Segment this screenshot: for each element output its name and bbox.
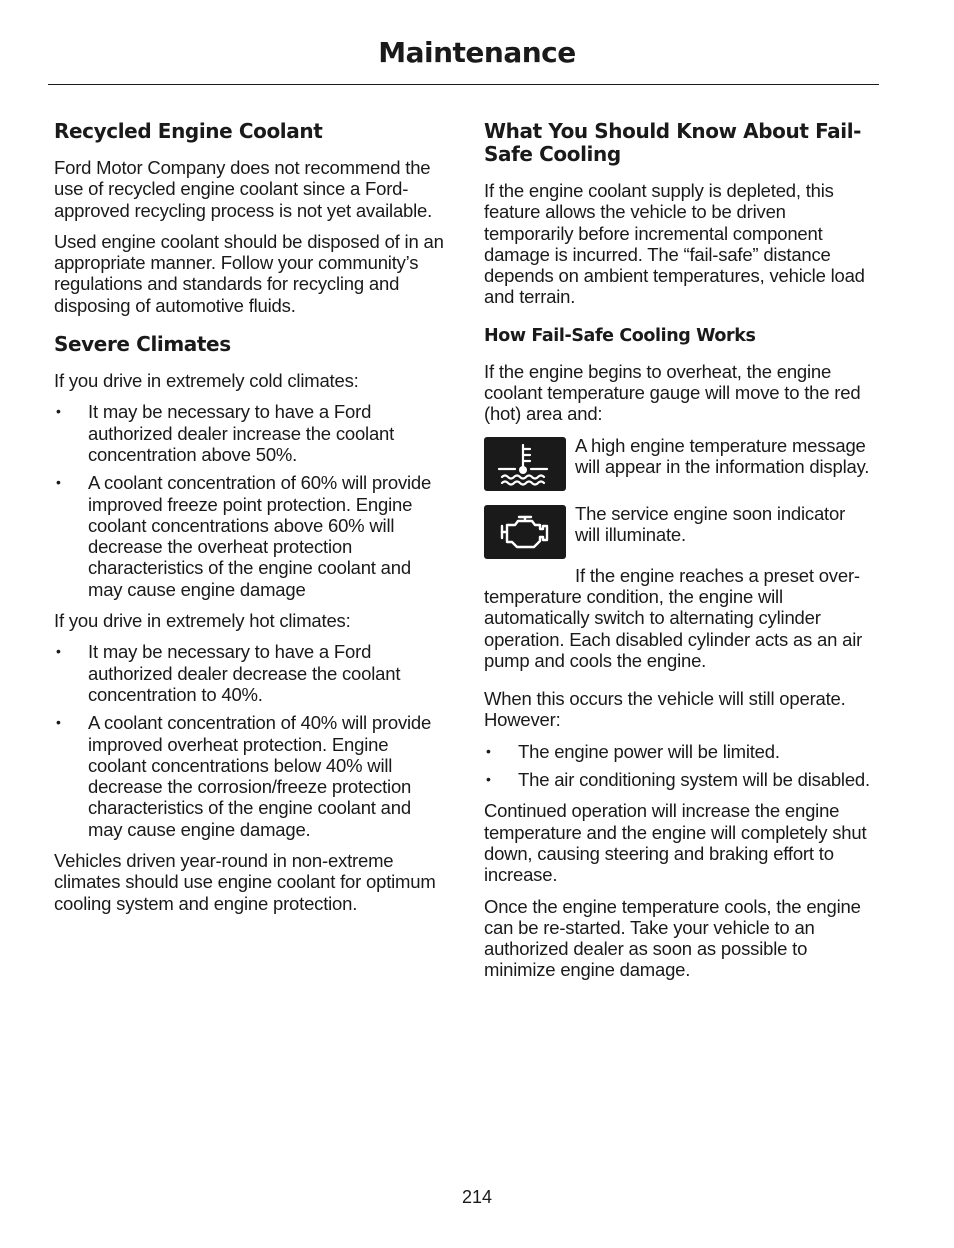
hot-climates-list (54, 641, 444, 840)
bullet-icon: • (56, 643, 61, 660)
temperature-warning-row (484, 435, 874, 495)
non-extreme-climates-paragraph: Vehicles driven year-round in non-extreme climates should use engine coolant for optimum cooling system and engine protection. (54, 850, 436, 914)
continued-operation-paragraph: Continued operation will increase the engine temperature and the engine will completely shut down, causing steering and braking effort to increase. (484, 800, 867, 886)
right-column (484, 120, 874, 991)
list-item: • It may be necessary to have a Ford authorized dealer increase the coolant concentration above 50%. (56, 401, 395, 465)
over-temperature-paragraph: If the engine reaches a preset over-temperature condition, the engine will automatically switch to alternating cylinder operation. Each disabled cylinder acts as an air pump and cools the engine. (484, 564, 863, 671)
bullet-icon: • (486, 771, 491, 788)
cold-climates-list (54, 401, 444, 600)
bullet-icon: • (56, 403, 61, 420)
list-item: • The engine power will be limited. (486, 740, 780, 762)
header-rule (48, 84, 879, 85)
temperature-warning-text: A high engine temperature message will appear in the information display. (575, 434, 870, 477)
service-engine-row (484, 503, 874, 563)
coolant-temperature-icon (484, 437, 566, 491)
list-item: • A coolant concentration of 40% will provide improved overheat protection. Engine coolant concentrations below 40% will decrease the corrosion/freeze protection characteristics of the engine coolant and may cause engine damage. (56, 712, 432, 840)
left-column (54, 120, 444, 924)
service-engine-text: The service engine soon indicator will illuminate. (575, 502, 846, 545)
severe-climates-heading: Severe Climates (54, 332, 231, 357)
bullet-icon: • (56, 474, 61, 491)
recycled-coolant-paragraph-1: Ford Motor Company does not recommend the use of recycled engine coolant since a Ford-approved recycling process is not yet available. (54, 157, 433, 221)
still-operate-paragraph: When this occurs the vehicle will still operate. However: (484, 688, 846, 731)
recycled-coolant-paragraph-2: Used engine coolant should be disposed of in an appropriate manner. Follow your community’s regulations and standards for recycling and disposing of automotive fluids. (54, 230, 444, 316)
limitations-list (484, 741, 874, 791)
bullet-icon: • (486, 742, 491, 759)
page-number: 214 (461, 1187, 493, 1207)
list-item: • The air conditioning system will be disabled. (486, 769, 870, 791)
fail-safe-paragraph: If the engine coolant supply is depleted, this feature allows the vehicle to be driven temporarily before incremental component damage is incurred. The “fail-safe” distance depends on ambient temperatures, vehicle load and terrain. (484, 180, 865, 308)
bullet-icon: • (56, 714, 61, 731)
overheat-intro-paragraph: If the engine begins to overheat, the engine coolant temperature gauge will move to the red (hot) area and: (484, 360, 861, 425)
engine-cools-paragraph: Once the engine temperature cools, the engine can be re-started. Take your vehicle to an authorized dealer as soon as possible to minimize engine damage. (484, 895, 861, 981)
recycled-coolant-heading: Recycled Engine Coolant (54, 119, 323, 143)
list-item: • A coolant concentration of 60% will provide improved freeze point protection. Engine coolant concentrations above 60% will decrease the overheat protection characteristics of the engine coolant and may cause engine damage (56, 472, 432, 600)
page-title: Maintenance (378, 36, 576, 69)
cold-climates-intro: If you drive in extremely cold climates: (54, 370, 359, 392)
list-item: • It may be necessary to have a Ford authorized dealer decrease the coolant concentration to 40%. (56, 641, 401, 705)
fail-safe-heading: What You Should Know About Fail-Safe Cooling (484, 119, 862, 166)
hot-climates-intro: If you drive in extremely hot climates: (54, 610, 351, 632)
check-engine-icon (484, 505, 566, 559)
how-fail-safe-works-heading: How Fail-Safe Cooling Works (484, 325, 756, 346)
